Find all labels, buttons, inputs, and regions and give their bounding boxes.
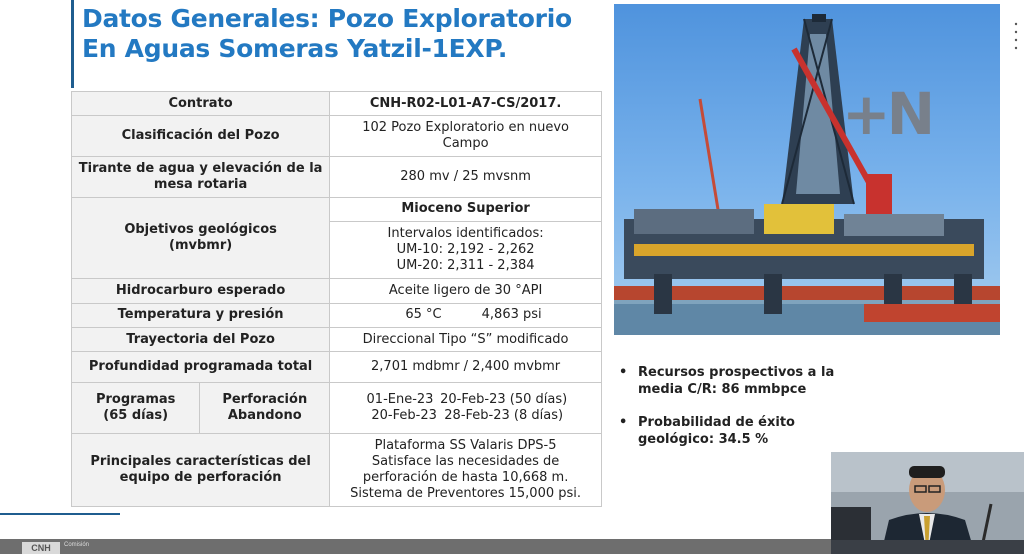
temperatura-label: Temperatura y presión bbox=[72, 303, 330, 327]
perforacion-dates bbox=[334, 392, 597, 408]
bullet-icon: • bbox=[619, 365, 628, 380]
contrato-label: Contrato bbox=[72, 92, 330, 116]
equipo-value bbox=[330, 433, 602, 506]
key-metrics bbox=[616, 364, 846, 464]
objetivos-label-line: Objetivos geológicos bbox=[124, 221, 277, 237]
objetivos-label-line: (mvbmr) bbox=[169, 237, 233, 253]
bullet-recursos-line: Recursos prospectivos a la bbox=[638, 365, 835, 380]
perforacion-start: 01-Ene-23 bbox=[366, 391, 434, 407]
objetivos-head: Mioceno Superior bbox=[330, 197, 602, 221]
abandono-start: 20-Feb-23 bbox=[371, 407, 437, 423]
equipo-value-line: perforación de hasta 10,668 m. bbox=[362, 469, 569, 485]
table-row bbox=[72, 157, 602, 198]
tirante-label-line: mesa rotaria bbox=[153, 176, 248, 192]
perforacion-end: 20-Feb-23 (50 días) bbox=[440, 391, 568, 407]
title-line-2: En Aguas Someras Yatzil-1EXP. bbox=[82, 34, 508, 63]
table-row bbox=[72, 197, 602, 221]
contrato-value: CNH-R02-L01-A7-CS/2017. bbox=[330, 92, 602, 116]
temperatura-value: 65 °C bbox=[405, 307, 442, 323]
table-row bbox=[72, 327, 602, 351]
bullet-recursos bbox=[616, 364, 846, 398]
equipo-value-line: Plataforma SS Valaris DPS-5 bbox=[374, 437, 557, 453]
table-row bbox=[72, 352, 602, 383]
watermark-logo: +N bbox=[842, 80, 932, 148]
table-row bbox=[72, 433, 602, 506]
clasificacion-label: Clasificación del Pozo bbox=[72, 116, 330, 157]
title-line-1: Datos Generales: Pozo Exploratorio bbox=[82, 4, 572, 33]
bullet-icon: • bbox=[619, 415, 628, 430]
table-row bbox=[72, 382, 602, 433]
clasificacion-value bbox=[330, 116, 602, 157]
tirante-value: 280 mv / 25 mvsnm bbox=[330, 157, 602, 198]
intervalos-value bbox=[330, 222, 602, 279]
presion-value: 4,863 psi bbox=[481, 307, 542, 323]
equipo-label bbox=[72, 433, 330, 506]
profundidad-value: 2,701 mdbmr / 2,400 mvbmr bbox=[330, 352, 602, 383]
edge-decoration bbox=[1014, 22, 1018, 52]
trayectoria-label: Trayectoria del Pozo bbox=[72, 327, 330, 351]
tirante-label bbox=[72, 157, 330, 198]
schedule-value bbox=[330, 382, 602, 433]
slide-title bbox=[82, 4, 602, 64]
temperatura-presion-value bbox=[330, 303, 602, 327]
intervalos-line: Intervalos identificados: bbox=[387, 226, 544, 242]
title-accent-bar bbox=[71, 0, 74, 88]
clasificacion-value-line: 102 Pozo Exploratorio en nuevo bbox=[362, 120, 569, 136]
intervalos-line: UM-10: 2,192 - 2,262 bbox=[396, 242, 535, 258]
perforacion-label: Perforación bbox=[222, 391, 308, 407]
equipo-value-line: Sistema de Preventores 15,000 psi. bbox=[350, 485, 582, 501]
abandono-dates bbox=[334, 408, 597, 424]
cnh-logo-subtitle: Comisión bbox=[64, 542, 90, 548]
table-row bbox=[72, 279, 602, 303]
bullet-probabilidad bbox=[616, 414, 846, 448]
programas-label-line: (65 días) bbox=[103, 407, 169, 423]
table-row bbox=[72, 303, 602, 327]
speaker-video-inset bbox=[831, 452, 1024, 554]
intervalos-line: UM-20: 2,311 - 2,384 bbox=[396, 258, 535, 274]
trayectoria-value: Direccional Tipo “S” modificado bbox=[330, 327, 602, 351]
programas-label-line: Programas bbox=[95, 391, 176, 407]
clasificacion-value-line: Campo bbox=[442, 136, 489, 152]
objetivos-label bbox=[72, 197, 330, 278]
hidrocarburo-label: Hidrocarburo esperado bbox=[72, 279, 330, 303]
table-row bbox=[72, 116, 602, 157]
drilling-platform-photo bbox=[614, 4, 1000, 335]
equipo-label-line: Principales características del bbox=[90, 453, 311, 469]
profundidad-label: Profundidad programada total bbox=[72, 352, 330, 383]
hidrocarburo-value: Aceite ligero de 30 °API bbox=[330, 279, 602, 303]
bullet-probabilidad-line: geológico: 34.5 % bbox=[638, 432, 769, 447]
bullet-probabilidad-line: Probabilidad de éxito bbox=[638, 415, 795, 430]
dots-icon bbox=[1014, 22, 1018, 52]
bullet-recursos-line: media C/R: 86 mmbpce bbox=[638, 382, 807, 397]
cnh-logo: CNH bbox=[22, 542, 60, 554]
speaker-illustration bbox=[831, 452, 1024, 554]
perforacion-abandono-label bbox=[200, 382, 330, 433]
abandono-label: Abandono bbox=[227, 407, 302, 423]
table-row bbox=[72, 92, 602, 116]
programas-label bbox=[72, 382, 200, 433]
platform-illustration bbox=[614, 4, 1000, 335]
well-data-table bbox=[71, 91, 602, 507]
equipo-label-line: equipo de perforación bbox=[119, 469, 282, 485]
equipo-value-line: Satisface las necesidades de bbox=[371, 453, 560, 469]
abandono-end: 28-Feb-23 (8 días) bbox=[444, 407, 564, 423]
footer-divider bbox=[0, 513, 120, 515]
tirante-label-line: Tirante de agua y elevación de la bbox=[78, 160, 323, 176]
